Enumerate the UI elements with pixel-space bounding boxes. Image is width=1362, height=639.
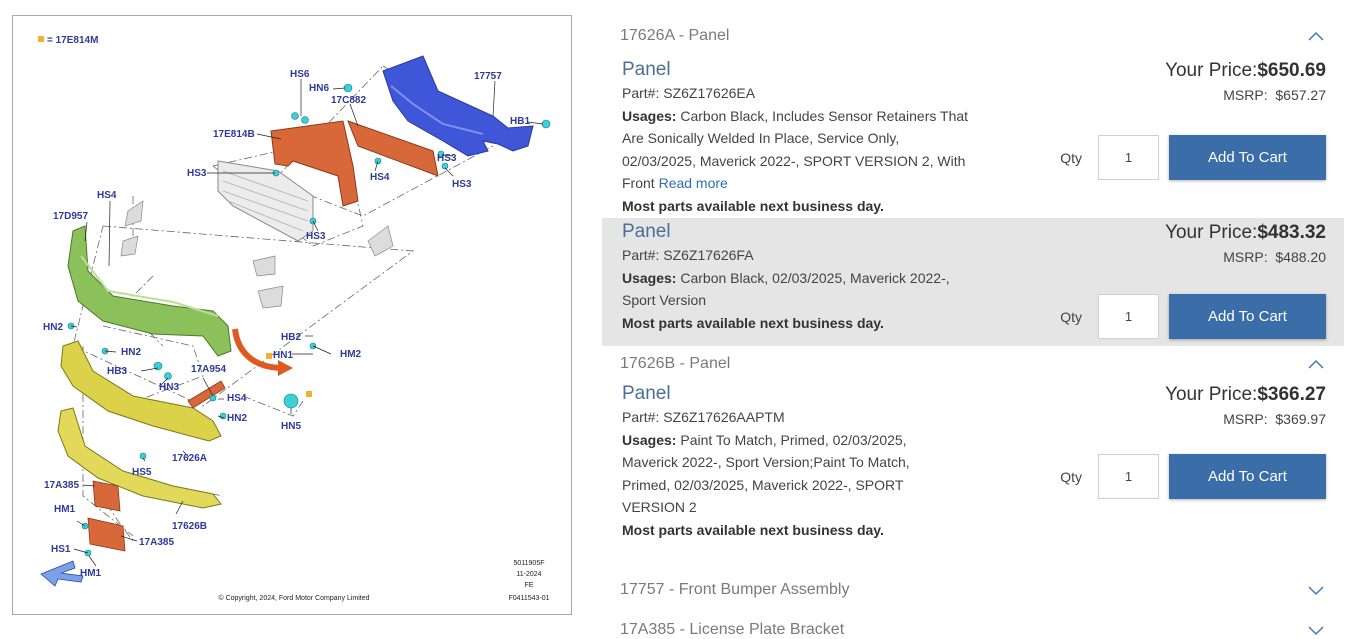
msrp-value: $488.20 xyxy=(1275,249,1326,265)
section-header-17626a[interactable] xyxy=(602,18,1344,54)
chevron-up-icon[interactable] xyxy=(1308,30,1324,42)
label-hs4[interactable]: HS4 xyxy=(370,172,390,183)
part-item xyxy=(602,382,1344,568)
chevron-up-icon[interactable] xyxy=(1308,358,1324,370)
part-item xyxy=(602,218,1344,346)
qty-input[interactable] xyxy=(1098,135,1159,180)
part-name-link[interactable]: Panel xyxy=(622,221,671,242)
label-hm1[interactable]: HM1 xyxy=(54,504,76,515)
label-hs3[interactable]: HS3 xyxy=(187,168,207,179)
qty-label: Qty xyxy=(1060,308,1082,325)
label-hb1[interactable]: HB1 xyxy=(510,116,531,127)
qty-label: Qty xyxy=(1060,468,1082,485)
label-hs4[interactable]: HS4 xyxy=(227,393,247,404)
msrp-value: $657.27 xyxy=(1275,87,1326,103)
label-17a385[interactable]: 17A385 xyxy=(44,480,80,491)
label-hs5[interactable]: HS5 xyxy=(132,467,152,478)
label-hn2[interactable]: HN2 xyxy=(43,322,64,333)
add-to-cart-button[interactable]: Add To Cart xyxy=(1169,454,1326,499)
label-hb3[interactable]: HB3 xyxy=(107,366,128,377)
availability-text: Most parts available next business day. xyxy=(622,197,884,214)
your-price: $650.69 xyxy=(1257,60,1326,81)
label-hs4[interactable]: HS4 xyxy=(97,190,117,201)
section-header-17757[interactable] xyxy=(602,568,1344,612)
price-block xyxy=(1165,220,1326,268)
stamp-line: 5011905F xyxy=(513,560,545,567)
label-hs3[interactable]: HS3 xyxy=(306,231,326,242)
add-to-cart-row xyxy=(1060,294,1326,339)
part-usages: Usages: Carbon Black, 02/03/2025, Maverick 2022-, Sport Version xyxy=(622,269,950,308)
msrp-label: MSRP: xyxy=(1223,249,1268,265)
part-usages: Usages: Carbon Black, Includes Sensor Retainers That Are Sonically Welded In Place, Service Only, 02/03/2025, Maverick 2022-, SPORT VERSION 2, With Front Read more xyxy=(622,107,969,191)
your-price: $366.27 xyxy=(1257,384,1326,405)
qty-input[interactable] xyxy=(1098,294,1159,339)
part-number: Part#: SZ6Z17626FA xyxy=(622,247,754,263)
label-hm2[interactable]: HM2 xyxy=(340,349,362,360)
bumper-cover-17d957-part[interactable] xyxy=(68,226,231,356)
section-header-17626b[interactable] xyxy=(602,346,1344,382)
part-name-link[interactable]: Panel xyxy=(622,383,671,404)
label-hn2[interactable]: HN2 xyxy=(121,347,142,358)
qty-input[interactable] xyxy=(1098,454,1159,499)
label-hm1[interactable]: HM1 xyxy=(80,568,102,579)
part-number: Part#: SZ6Z17626EA xyxy=(622,85,756,101)
msrp-label: MSRP: xyxy=(1223,87,1268,103)
msrp-value: $369.97 xyxy=(1275,411,1326,427)
price-block xyxy=(1165,382,1326,430)
your-price-label: Your Price: xyxy=(1165,384,1258,405)
qty-label: Qty xyxy=(1060,149,1082,166)
section-title: 17A385 - License Plate Bracket xyxy=(620,621,845,638)
your-price: $483.32 xyxy=(1257,222,1326,243)
availability-text: Most parts available next business day. xyxy=(622,521,884,538)
part-name-link[interactable]: Panel xyxy=(622,59,671,80)
msrp-label: MSRP: xyxy=(1223,411,1268,427)
legend-swatch xyxy=(38,36,44,42)
label-hn6[interactable]: HN6 xyxy=(309,83,330,94)
legend-text: = 17E814M xyxy=(47,35,99,46)
label-hs3[interactable]: HS3 xyxy=(437,153,457,164)
add-to-cart-row xyxy=(1060,454,1326,499)
section-title: 17626B - Panel xyxy=(620,355,731,372)
part-number: Part#: SZ6Z17626AAPTM xyxy=(622,409,785,425)
chevron-down-icon[interactable] xyxy=(1308,624,1324,636)
add-to-cart-button[interactable]: Add To Cart xyxy=(1169,135,1326,180)
read-more-link[interactable]: Read more xyxy=(658,175,728,191)
label-hn3[interactable]: HN3 xyxy=(159,382,180,393)
stamp-line: F0411543-01 xyxy=(508,595,550,602)
add-to-cart-row xyxy=(1060,135,1326,180)
parts-list xyxy=(602,18,1344,639)
section-header-17a385[interactable] xyxy=(602,612,1344,639)
label-hn5[interactable]: HN5 xyxy=(281,421,302,432)
copyright: © Copyright, 2024, Ford Motor Company Limited xyxy=(218,595,370,602)
label-hb2[interactable]: HB2 xyxy=(281,332,302,343)
your-price-label: Your Price: xyxy=(1165,222,1258,243)
label-17a385[interactable]: 17A385 xyxy=(139,537,175,548)
part-item xyxy=(602,54,1344,218)
label-hn1[interactable]: HN1 xyxy=(273,350,294,361)
label-hs6[interactable]: HS6 xyxy=(290,69,310,80)
chevron-down-icon[interactable] xyxy=(1308,584,1324,596)
label-17757[interactable]: 17757 xyxy=(474,71,502,82)
direction-arrow-icon xyxy=(235,329,283,368)
section-title: 17626A - Panel xyxy=(620,27,730,44)
add-to-cart-button[interactable]: Add To Cart xyxy=(1169,294,1326,339)
front-direction-arrow-icon xyxy=(41,561,83,586)
stamp-line: 11-2024 xyxy=(516,571,542,578)
label-17d957[interactable]: 17D957 xyxy=(53,211,89,222)
label-17626b[interactable]: 17626B xyxy=(172,521,208,532)
label-17e814b[interactable]: 17E814B xyxy=(213,129,255,140)
label-hs1[interactable]: HS1 xyxy=(51,544,71,555)
label-17c882[interactable]: 17C882 xyxy=(331,95,367,106)
label-17626a[interactable]: 17626A xyxy=(172,453,208,464)
label-hn2[interactable]: HN2 xyxy=(227,413,248,424)
your-price-label: Your Price: xyxy=(1165,60,1258,81)
price-block xyxy=(1165,58,1326,106)
stamp-line: FE xyxy=(524,582,534,589)
label-hs3[interactable]: HS3 xyxy=(452,179,472,190)
label-17a954[interactable]: 17A954 xyxy=(191,364,227,375)
availability-text: Most parts available next business day. xyxy=(622,314,884,331)
parts-diagram[interactable] xyxy=(12,15,572,615)
part-usages: Usages: Paint To Match, Primed, 02/03/2025, Maverick 2022-, Sport Version;Paint To Match, Primed, 02/03/2025, Maverick 2022-, SPORT VERSION 2 xyxy=(622,431,910,515)
section-title: 17757 - Front Bumper Assembly xyxy=(620,581,850,598)
